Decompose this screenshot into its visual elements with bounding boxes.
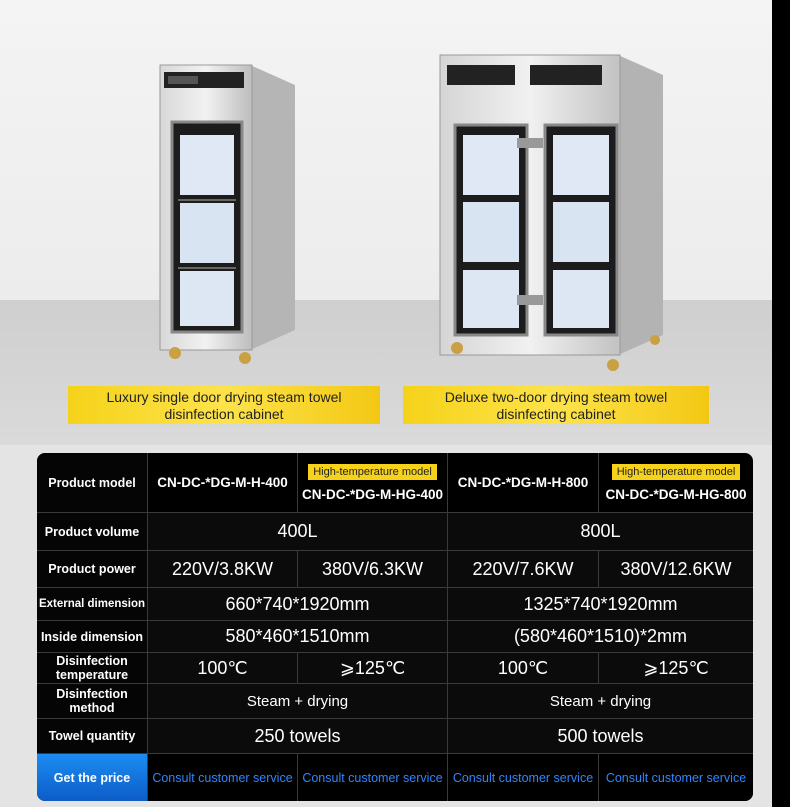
model-hg-800-text: CN-DC-*DG-M-HG-800: [605, 486, 747, 502]
two-door-cabinet-image: [435, 50, 665, 375]
method-400: Steam + drying: [148, 684, 448, 719]
single-door-caption: [68, 386, 380, 424]
row-label-product-power: Product power: [37, 551, 148, 588]
row-label-inside-dimension: Inside dimension: [37, 621, 148, 653]
row-label-towel-quantity: Towel quantity: [37, 719, 148, 754]
model-h-400-text: CN-DC-*DG-M-H-400: [157, 475, 288, 490]
two-door-caption-line1: Deluxe two-door drying steam towel: [444, 389, 668, 405]
power-hg-800: 380V/12.6KW: [599, 551, 753, 588]
consult-link-hg-400[interactable]: Consult customer service: [298, 754, 448, 801]
method-800: Steam + drying: [448, 684, 753, 719]
temp-hg-400: ⩾125℃: [298, 653, 448, 684]
power-h-400: 220V/3.8KW: [148, 551, 298, 588]
volume-800: 800L: [448, 513, 753, 551]
external-800: 1325*740*1920mm: [448, 588, 753, 621]
power-h-800: 220V/7.6KW: [448, 551, 599, 588]
temp-h-400: 100℃: [148, 653, 298, 684]
consult-link-h-800[interactable]: Consult customer service: [448, 754, 599, 801]
inside-800: (580*460*1510)*2mm: [448, 621, 753, 653]
model-hg-400: [298, 453, 448, 513]
temp-label-line2: temperature: [55, 668, 129, 682]
temp-h-800: 100℃: [448, 653, 599, 684]
single-door-caption-line1: Luxury single door drying steam towel: [106, 389, 342, 405]
high-temp-badge: High-temperature model: [612, 464, 741, 480]
two-door-caption: [403, 386, 709, 424]
high-temp-badge: High-temperature model: [308, 464, 437, 480]
get-price-button[interactable]: Get the price: [37, 754, 148, 801]
single-door-cabinet-image: [150, 60, 300, 370]
temp-label-line1: Disinfection: [56, 654, 128, 668]
two-door-caption-line2: disinfecting cabinet: [496, 406, 616, 422]
method-label-line1: Disinfection: [56, 687, 128, 701]
spec-table: [37, 453, 753, 801]
model-h-800-text: CN-DC-*DG-M-H-800: [457, 475, 589, 490]
page-edge-band: [772, 0, 790, 807]
external-400: 660*740*1920mm: [148, 588, 448, 621]
single-door-caption-line2: disinfection cabinet: [164, 406, 284, 422]
row-label-external-dimension: External dimension: [37, 588, 148, 621]
temp-hg-800: ⩾125℃: [599, 653, 753, 684]
model-hg-400-text: CN-DC-*DG-M-HG-400: [302, 486, 443, 502]
model-hg-800: [599, 453, 753, 513]
towels-400: 250 towels: [148, 719, 448, 754]
consult-link-h-400[interactable]: Consult customer service: [148, 754, 298, 801]
inside-400: 580*460*1510mm: [148, 621, 448, 653]
volume-400: 400L: [148, 513, 448, 551]
model-h-800: [448, 453, 599, 513]
row-label-product-volume: Product volume: [37, 513, 148, 551]
model-h-400: [148, 453, 298, 513]
row-label-product-model: Product model: [37, 453, 148, 513]
row-label-disinfection-method: [37, 684, 148, 719]
method-label-line2: method: [69, 701, 115, 715]
row-label-disinfection-temperature: [37, 653, 148, 684]
power-hg-400: 380V/6.3KW: [298, 551, 448, 588]
consult-link-hg-800[interactable]: Consult customer service: [599, 754, 753, 801]
towels-800: 500 towels: [448, 719, 753, 754]
